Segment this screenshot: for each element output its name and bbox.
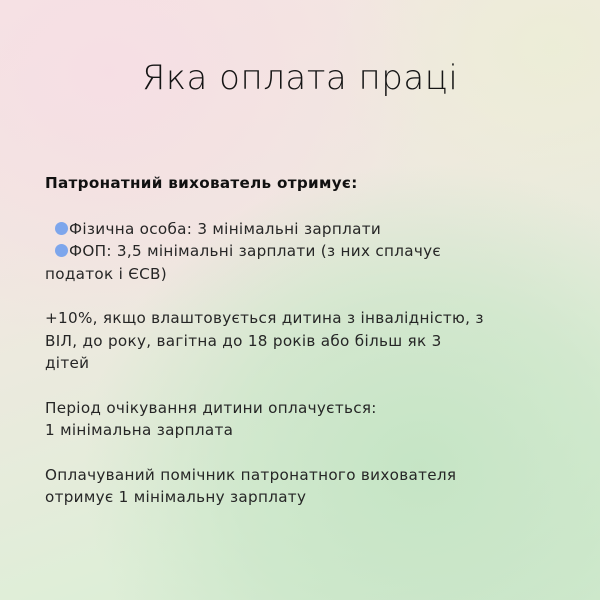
bullet-list: [45, 218, 545, 286]
paragraph-line: Період очікування дитини оплачується:: [45, 398, 377, 417]
page-title: Яка оплата праці: [141, 58, 459, 98]
paragraph-line: +10%, якщо влаштовується дитина з інвалідністю, з: [45, 309, 484, 327]
paragraph-line: отримує 1 мінімальну зарплату: [45, 488, 307, 506]
paragraph-line: 1 мінімальна зарплата: [45, 421, 234, 439]
bullet-text: ФОП: 3,5 мінімальні зарплати (з них сплачує: [69, 242, 442, 260]
paragraph-line: ВІЛ, до року, вагітна до 18 років або більш як 3: [45, 331, 442, 350]
section-heading: Патронатний вихователь отримує:: [45, 174, 358, 192]
bullet-text-continued: податок і ЄСВ): [45, 264, 167, 283]
bullet-text: Фізична особа: 3 мінімальні зарплати: [69, 219, 382, 238]
paragraph-line: дітей: [45, 354, 90, 372]
paragraph-assistant-pay: [45, 464, 545, 509]
blue-circle-icon: [55, 244, 68, 257]
paragraph-line: Оплачуваний помічник патронатного вихователя: [45, 465, 457, 484]
list-item: [45, 240, 545, 263]
blue-circle-icon: [55, 222, 68, 235]
paragraph-waiting-period: [45, 397, 545, 442]
paragraph-disability-bonus: [45, 307, 545, 375]
list-item: [45, 218, 545, 241]
content-block: [45, 172, 545, 531]
